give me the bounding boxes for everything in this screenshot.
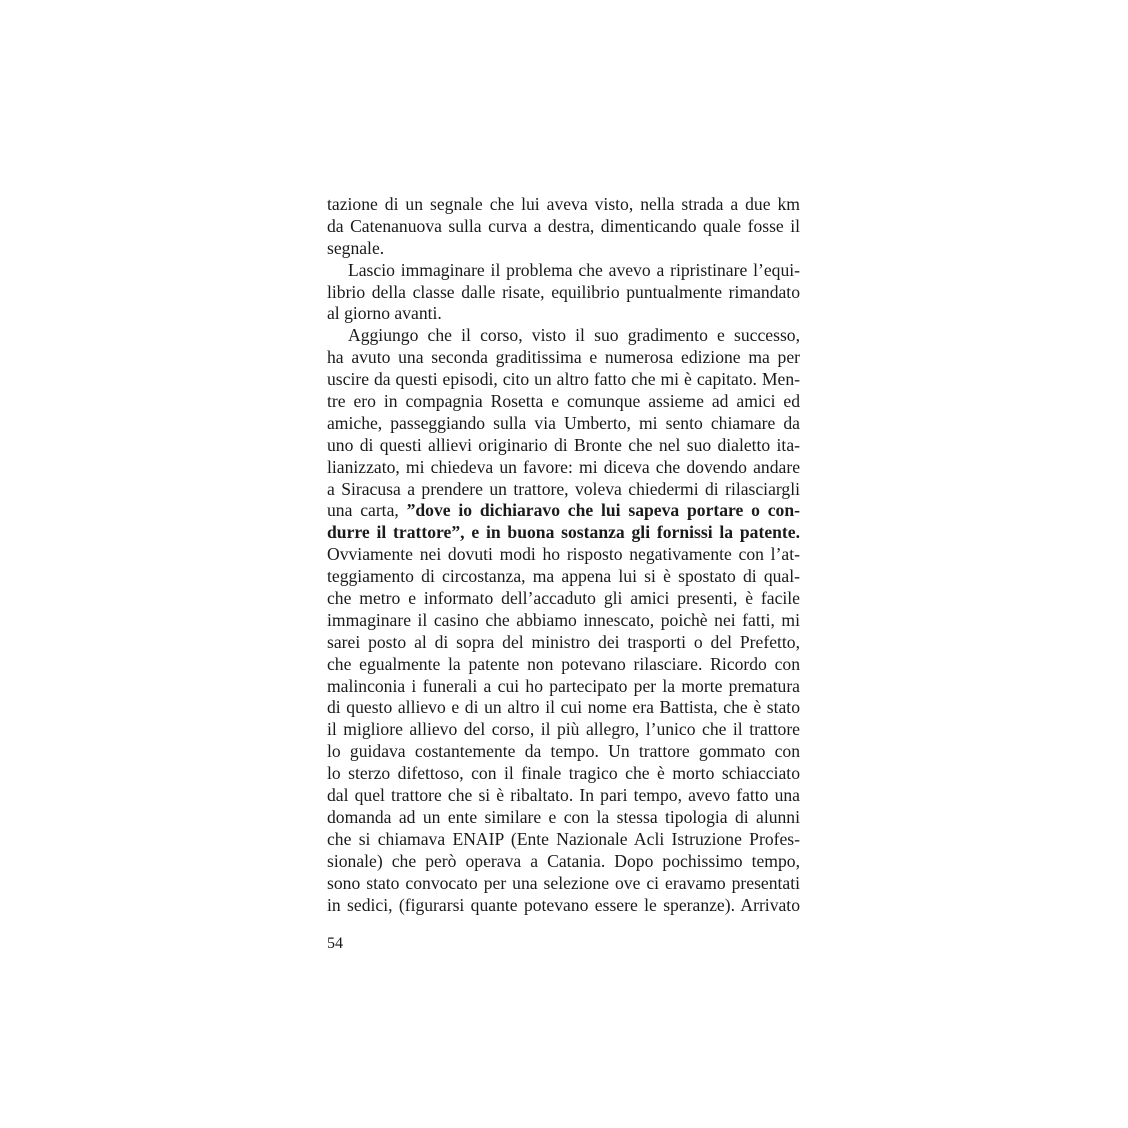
- bold-quote-end: durre il trattore”, e in buona sostanza gli fornissi la patente.: [327, 522, 800, 543]
- text-line: Ovviamente nei dovuti modi ho risposto negativamente con l’at-: [327, 544, 800, 565]
- text-line: segnale.: [327, 237, 385, 258]
- text-line: di questo allievo e di un altro il cui nome era Battista, che è stato: [327, 697, 800, 718]
- text-line: sionale) che però operava a Catania. Dopo pochissimo tempo,: [327, 850, 800, 871]
- text-line: Aggiungo che il corso, visto il suo gradimento e successo,: [348, 325, 800, 346]
- bold-quote-start: ”dove io dichiaravo che lui sapeva portare o con-: [406, 500, 800, 521]
- text-line: domanda ad un ente similare e con la stessa tipologia di alunni: [327, 806, 800, 827]
- text-line: lianizzato, mi chiedeva un favore: mi diceva che dovendo andare: [327, 456, 800, 477]
- text-line: amiche, passeggiando sulla via Umberto, mi sento chiamare da: [327, 412, 800, 433]
- text-line: uscire da questi episodi, cito un altro fatto che mi è capitato. Men-: [327, 369, 800, 390]
- text-line: immaginare il casino che abbiamo innescato, poichè nei fatti, mi: [327, 609, 800, 630]
- body-text: [327, 194, 800, 916]
- page-number: 54: [327, 935, 343, 952]
- text-line: uno di questi allievi originario di Bronte che nel suo dialetto ita-: [327, 434, 800, 455]
- text-line: librio della classe dalle risate, equilibrio puntualmente rimandato: [327, 281, 800, 302]
- text-line: il migliore allievo del corso, il più allegro, l’unico che il trattore: [327, 719, 800, 740]
- text-line: Lascio immaginare il problema che avevo a ripristinare l’equi-: [348, 259, 800, 280]
- text-line: al giorno avanti.: [327, 303, 442, 324]
- text-line: tazione di un segnale che lui aveva visto, nella strada a due km: [327, 194, 800, 214]
- text-line: ha avuto una seconda graditissima e numerosa edizione ma per: [327, 347, 800, 368]
- text-line: che metro e informato dell’accaduto gli amici presenti, è facile: [327, 588, 800, 609]
- text-line: tre ero in compagnia Rosetta e comunque assieme ad amici ed: [327, 391, 800, 412]
- text-line: lo sterzo difettoso, con il finale tragico che è morto schiacciato: [327, 763, 800, 784]
- text-line: in sedici, (figurarsi quante potevano essere le speranze). Arrivato: [327, 894, 800, 915]
- text-line: che egualmente la patente non potevano rilasciare. Ricordo con: [327, 653, 800, 674]
- text-line: che si chiamava ENAIP (Ente Nazionale Acli Istruzione Profes-: [327, 828, 800, 849]
- text-line: da Catenanuova sulla curva a destra, dimenticando quale fosse il: [327, 215, 800, 236]
- text-line: sarei posto al di sopra del ministro dei trasporti o del Prefetto,: [327, 631, 800, 652]
- text-line-start: una carta,: [327, 500, 407, 521]
- text-line: malinconia i funerali a cui ho partecipato per la morte prematura: [327, 675, 800, 696]
- text-line: dal quel trattore che si è ribaltato. In pari tempo, avevo fatto una: [327, 785, 800, 806]
- text-line: sono stato convocato per una selezione ove ci eravamo presentati: [327, 872, 800, 893]
- text-line-mixed: [327, 500, 800, 522]
- text-line: lo guidava costantemente da tempo. Un trattore gommato con: [327, 741, 800, 762]
- text-line: teggiamento di circostanza, ma appena lui si è spostato di qual-: [327, 566, 800, 587]
- text-line: a Siracusa a prendere un trattore, voleva chiedermi di rilasciargli: [327, 478, 800, 499]
